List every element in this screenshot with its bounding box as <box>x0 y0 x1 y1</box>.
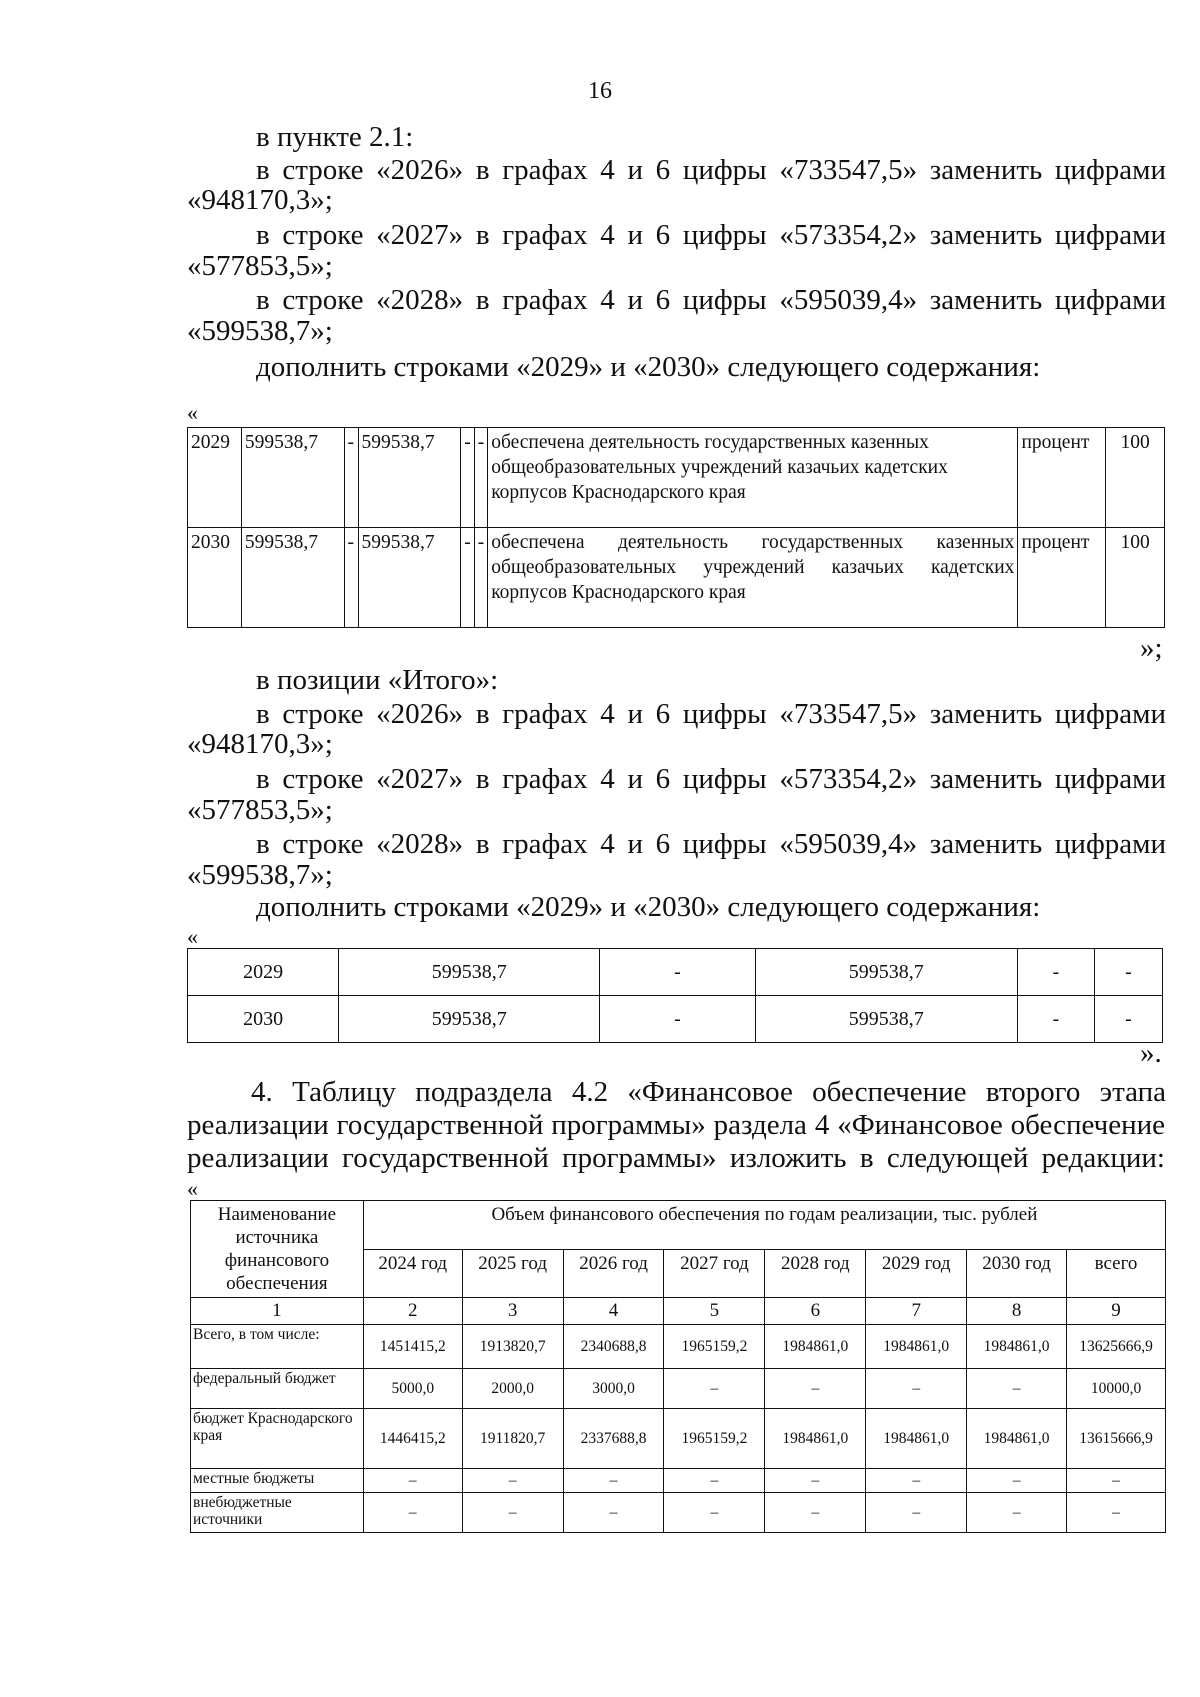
cell-description: обеспечена деятельность государственных казенных общеобразовательных учреждений казачьих кадетских корпусов Краснодарского края <box>488 428 1018 528</box>
cell-description: обеспечена деятельность государственных казенных общеобразовательных учреждений казачьих кадетских корпусов Краснодарского края <box>488 528 1018 628</box>
cell: – <box>765 1369 866 1409</box>
table-row <box>188 996 1163 1043</box>
cell: 13615666,9 <box>1067 1409 1166 1469</box>
cell: - <box>474 528 488 628</box>
cell-unit: процент <box>1018 528 1106 628</box>
cell: - <box>474 428 488 528</box>
cell: 2340688,8 <box>563 1325 664 1369</box>
paragraph-item-4-line1: 4. Таблицу подраздела 4.2 «Финансовое обеспечение второго этапа <box>251 1076 1166 1108</box>
cell: 1965159,2 <box>664 1325 765 1369</box>
row-name: федеральный бюджет <box>191 1369 364 1409</box>
cell: – <box>866 1493 967 1533</box>
column-number: 8 <box>967 1298 1067 1325</box>
cell: 3000,0 <box>563 1369 664 1409</box>
open-quote: « <box>187 400 198 425</box>
cell: - <box>1094 996 1162 1043</box>
paragraph-line: в строке «2027» в графах 4 и 6 цифры «573354,2» заменить цифрами <box>256 219 1166 251</box>
header-year: 2028 год <box>765 1250 866 1298</box>
header-year: 2029 год <box>866 1250 967 1298</box>
cell: – <box>363 1469 462 1493</box>
table-row <box>188 428 1165 528</box>
cell: – <box>967 1469 1067 1493</box>
table-row <box>188 949 1163 996</box>
column-number: 1 <box>191 1298 364 1325</box>
cell: – <box>967 1369 1067 1409</box>
row-name: местные бюджеты <box>191 1469 364 1493</box>
paragraph-line: в строке «2026» в графах 4 и 6 цифры «733547,5» заменить цифрами <box>256 698 1166 730</box>
open-quote: « <box>187 924 198 949</box>
cell: 599538,7 <box>358 528 461 628</box>
paragraph-intro-itogo: в позиции «Итого»: <box>256 664 499 696</box>
cell: – <box>866 1469 967 1493</box>
paragraph-intro-2-1: в пункте 2.1: <box>256 121 414 153</box>
column-number: 7 <box>866 1298 967 1325</box>
cell: 1984861,0 <box>765 1325 866 1369</box>
cell: – <box>462 1493 563 1533</box>
page-number: 16 <box>588 78 612 104</box>
cell: 2000,0 <box>462 1369 563 1409</box>
cell: – <box>1067 1469 1166 1493</box>
paragraph-add-rows: дополнить строками «2029» и «2030» следующего содержания: <box>256 891 1041 923</box>
cell: – <box>765 1493 866 1533</box>
cell-year: 2030 <box>188 996 339 1043</box>
column-number: 5 <box>664 1298 765 1325</box>
cell: 599538,7 <box>358 428 461 528</box>
paragraph-line: «599538,7»; <box>187 859 333 891</box>
cell: 1451415,2 <box>363 1325 462 1369</box>
cell: – <box>765 1469 866 1493</box>
cell-value: 100 <box>1106 528 1165 628</box>
cell-value: 100 <box>1106 428 1165 528</box>
cell: - <box>600 949 755 996</box>
header-source-name: Наименование источника финансового обеспечения <box>191 1201 364 1298</box>
table-row <box>191 1369 1166 1409</box>
paragraph-line: «948170,3»; <box>187 728 333 760</box>
header-financing-volume: Объем финансового обеспечения по годам реализации, тыс. рублей <box>363 1201 1165 1250</box>
open-quote: « <box>187 1176 198 1201</box>
cell-total: 599538,7 <box>241 428 344 528</box>
header-year: 2027 год <box>664 1250 765 1298</box>
row-name: Всего, в том числе: <box>191 1325 364 1369</box>
cell-total: 599538,7 <box>241 528 344 628</box>
header-total: всего <box>1067 1250 1166 1298</box>
cell: - <box>1094 949 1162 996</box>
paragraph-line: «577853,5»; <box>187 794 333 826</box>
column-number: 9 <box>1067 1298 1166 1325</box>
cell: - <box>1017 949 1094 996</box>
cell: – <box>563 1469 664 1493</box>
cell: - <box>461 428 475 528</box>
table-row <box>191 1493 1166 1533</box>
table-row <box>188 528 1165 628</box>
paragraph-line: «599538,7»; <box>187 315 333 347</box>
column-number: 2 <box>363 1298 462 1325</box>
cell: 599538,7 <box>755 949 1017 996</box>
cell: 599538,7 <box>339 949 600 996</box>
cell-unit: процент <box>1018 428 1106 528</box>
table-itogo-rows <box>187 948 1163 1043</box>
cell: 5000,0 <box>363 1369 462 1409</box>
cell: 599538,7 <box>755 996 1017 1043</box>
cell: 2337688,8 <box>563 1409 664 1469</box>
cell: - <box>344 528 358 628</box>
cell: 599538,7 <box>339 996 600 1043</box>
table-row <box>191 1409 1166 1469</box>
cell: – <box>462 1469 563 1493</box>
paragraph-line: «948170,3»; <box>187 184 333 216</box>
cell: – <box>563 1493 664 1533</box>
table-row <box>191 1469 1166 1493</box>
cell: - <box>600 996 755 1043</box>
paragraph-line: «577853,5»; <box>187 250 333 282</box>
paragraph-line: в строке «2028» в графах 4 и 6 цифры «595039,4» заменить цифрами <box>256 284 1166 316</box>
cell: – <box>664 1493 765 1533</box>
paragraph-line: в строке «2028» в графах 4 и 6 цифры «595039,4» заменить цифрами <box>256 828 1166 860</box>
financing-table <box>190 1200 1166 1533</box>
cell: 1984861,0 <box>967 1409 1067 1469</box>
cell: 10000,0 <box>1067 1369 1166 1409</box>
cell: – <box>664 1469 765 1493</box>
cell: – <box>664 1369 765 1409</box>
paragraph-item-4-line2: реализации государственной программы» раздела 4 «Финансовое обеспечение <box>187 1109 1165 1141</box>
cell: 1984861,0 <box>765 1409 866 1469</box>
cell: 1984861,0 <box>866 1409 967 1469</box>
cell-year: 2029 <box>188 428 242 528</box>
cell: – <box>967 1493 1067 1533</box>
cell: - <box>1017 996 1094 1043</box>
paragraph-line: в строке «2027» в графах 4 и 6 цифры «573354,2» заменить цифрами <box>256 763 1166 795</box>
header-year: 2024 год <box>363 1250 462 1298</box>
cell: - <box>344 428 358 528</box>
close-quote: »; <box>1140 632 1163 664</box>
table-row <box>191 1325 1166 1369</box>
paragraph-line: в строке «2026» в графах 4 и 6 цифры «733547,5» заменить цифрами <box>256 154 1166 186</box>
cell: 1446415,2 <box>363 1409 462 1469</box>
header-year: 2030 год <box>967 1250 1067 1298</box>
table-rows-2029-2030 <box>187 427 1165 628</box>
paragraph-item-4-line3: реализации государственной программы» изложить в следующей редакции: <box>187 1142 1165 1174</box>
cell: – <box>1067 1493 1166 1533</box>
cell: 1913820,7 <box>462 1325 563 1369</box>
header-year: 2026 год <box>563 1250 664 1298</box>
cell: – <box>866 1369 967 1409</box>
cell-year: 2029 <box>188 949 339 996</box>
cell: 1984861,0 <box>866 1325 967 1369</box>
cell: 1911820,7 <box>462 1409 563 1469</box>
cell: 1984861,0 <box>967 1325 1067 1369</box>
cell: - <box>461 528 475 628</box>
column-number: 6 <box>765 1298 866 1325</box>
row-name: бюджет Краснодарского края <box>191 1409 364 1469</box>
cell-year: 2030 <box>188 528 242 628</box>
paragraph-add-rows: дополнить строками «2029» и «2030» следующего содержания: <box>256 351 1041 383</box>
cell: – <box>363 1493 462 1533</box>
close-quote: ». <box>1140 1037 1162 1069</box>
cell: 13625666,9 <box>1067 1325 1166 1369</box>
row-name: внебюджетные источники <box>191 1493 364 1533</box>
column-number: 3 <box>462 1298 563 1325</box>
column-number: 4 <box>563 1298 664 1325</box>
header-year: 2025 год <box>462 1250 563 1298</box>
cell: 1965159,2 <box>664 1409 765 1469</box>
